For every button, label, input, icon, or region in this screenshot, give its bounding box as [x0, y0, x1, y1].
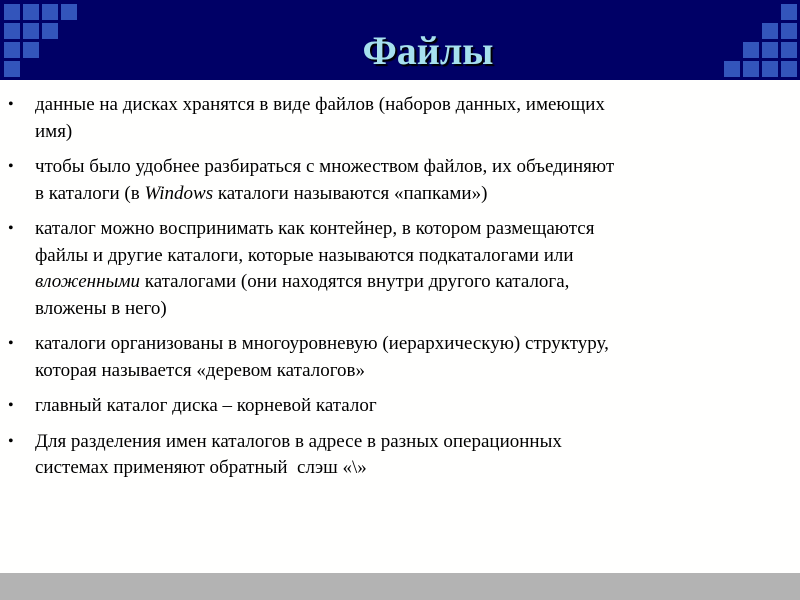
bullet-icon: •: [8, 335, 14, 352]
list-item: [0, 393, 800, 420]
item-text: которая называется «деревом каталогов»: [35, 359, 365, 381]
bullet-icon: •: [8, 158, 14, 175]
decor-square: [781, 4, 797, 20]
item-text: чтобы было удобнее разбираться с множеством файлов, их объединяют: [35, 156, 615, 177]
list-item: [0, 154, 800, 207]
bullet-icon: •: [8, 432, 14, 450]
decor-square: [42, 4, 58, 20]
item-text: [35, 269, 800, 296]
item-text: файлы и другие каталоги, которые называются подкаталогами или: [35, 244, 574, 266]
bullet-icon: •: [8, 96, 14, 113]
text-segment: каталогами (они находятся внутри другого каталога,: [140, 271, 570, 292]
italic-text: вложенными: [35, 271, 140, 292]
item-text: данные на дисках хранятся в виде файлов (наборов данных, имеющих: [35, 94, 605, 115]
decor-square: [61, 4, 77, 20]
item-text: вложены в него): [35, 297, 167, 319]
slide-header: [0, 0, 800, 80]
item-text: Для разделения имен каталогов в адресе в разных операционных: [35, 430, 562, 452]
list-item: [0, 92, 800, 145]
bullet-icon: •: [8, 397, 14, 414]
item-text: имя): [35, 120, 73, 142]
item-text: главный каталог диска – корневой каталог: [35, 395, 377, 416]
list-item: [0, 429, 800, 482]
italic-text: Windows: [144, 182, 214, 204]
text-segment: в каталоги (в: [35, 182, 145, 204]
bullet-list: [0, 92, 800, 491]
list-item: [0, 216, 800, 322]
text-segment: каталоги называются «папками»): [213, 182, 488, 204]
slide-footer-bar: [0, 573, 800, 600]
decor-square: [23, 4, 39, 20]
slide-title: Файлы: [362, 28, 494, 73]
decor-square: [4, 4, 20, 20]
list-item: [0, 331, 800, 384]
bullet-icon: •: [8, 220, 14, 237]
item-text: каталог можно воспринимать как контейнер, в котором размещаются: [35, 218, 595, 239]
item-text: системах применяют обратный слэш «\»: [35, 457, 367, 478]
item-text: [35, 181, 800, 208]
item-text: каталоги организованы в многоуровневую (иерархическую) структуру,: [35, 333, 609, 354]
